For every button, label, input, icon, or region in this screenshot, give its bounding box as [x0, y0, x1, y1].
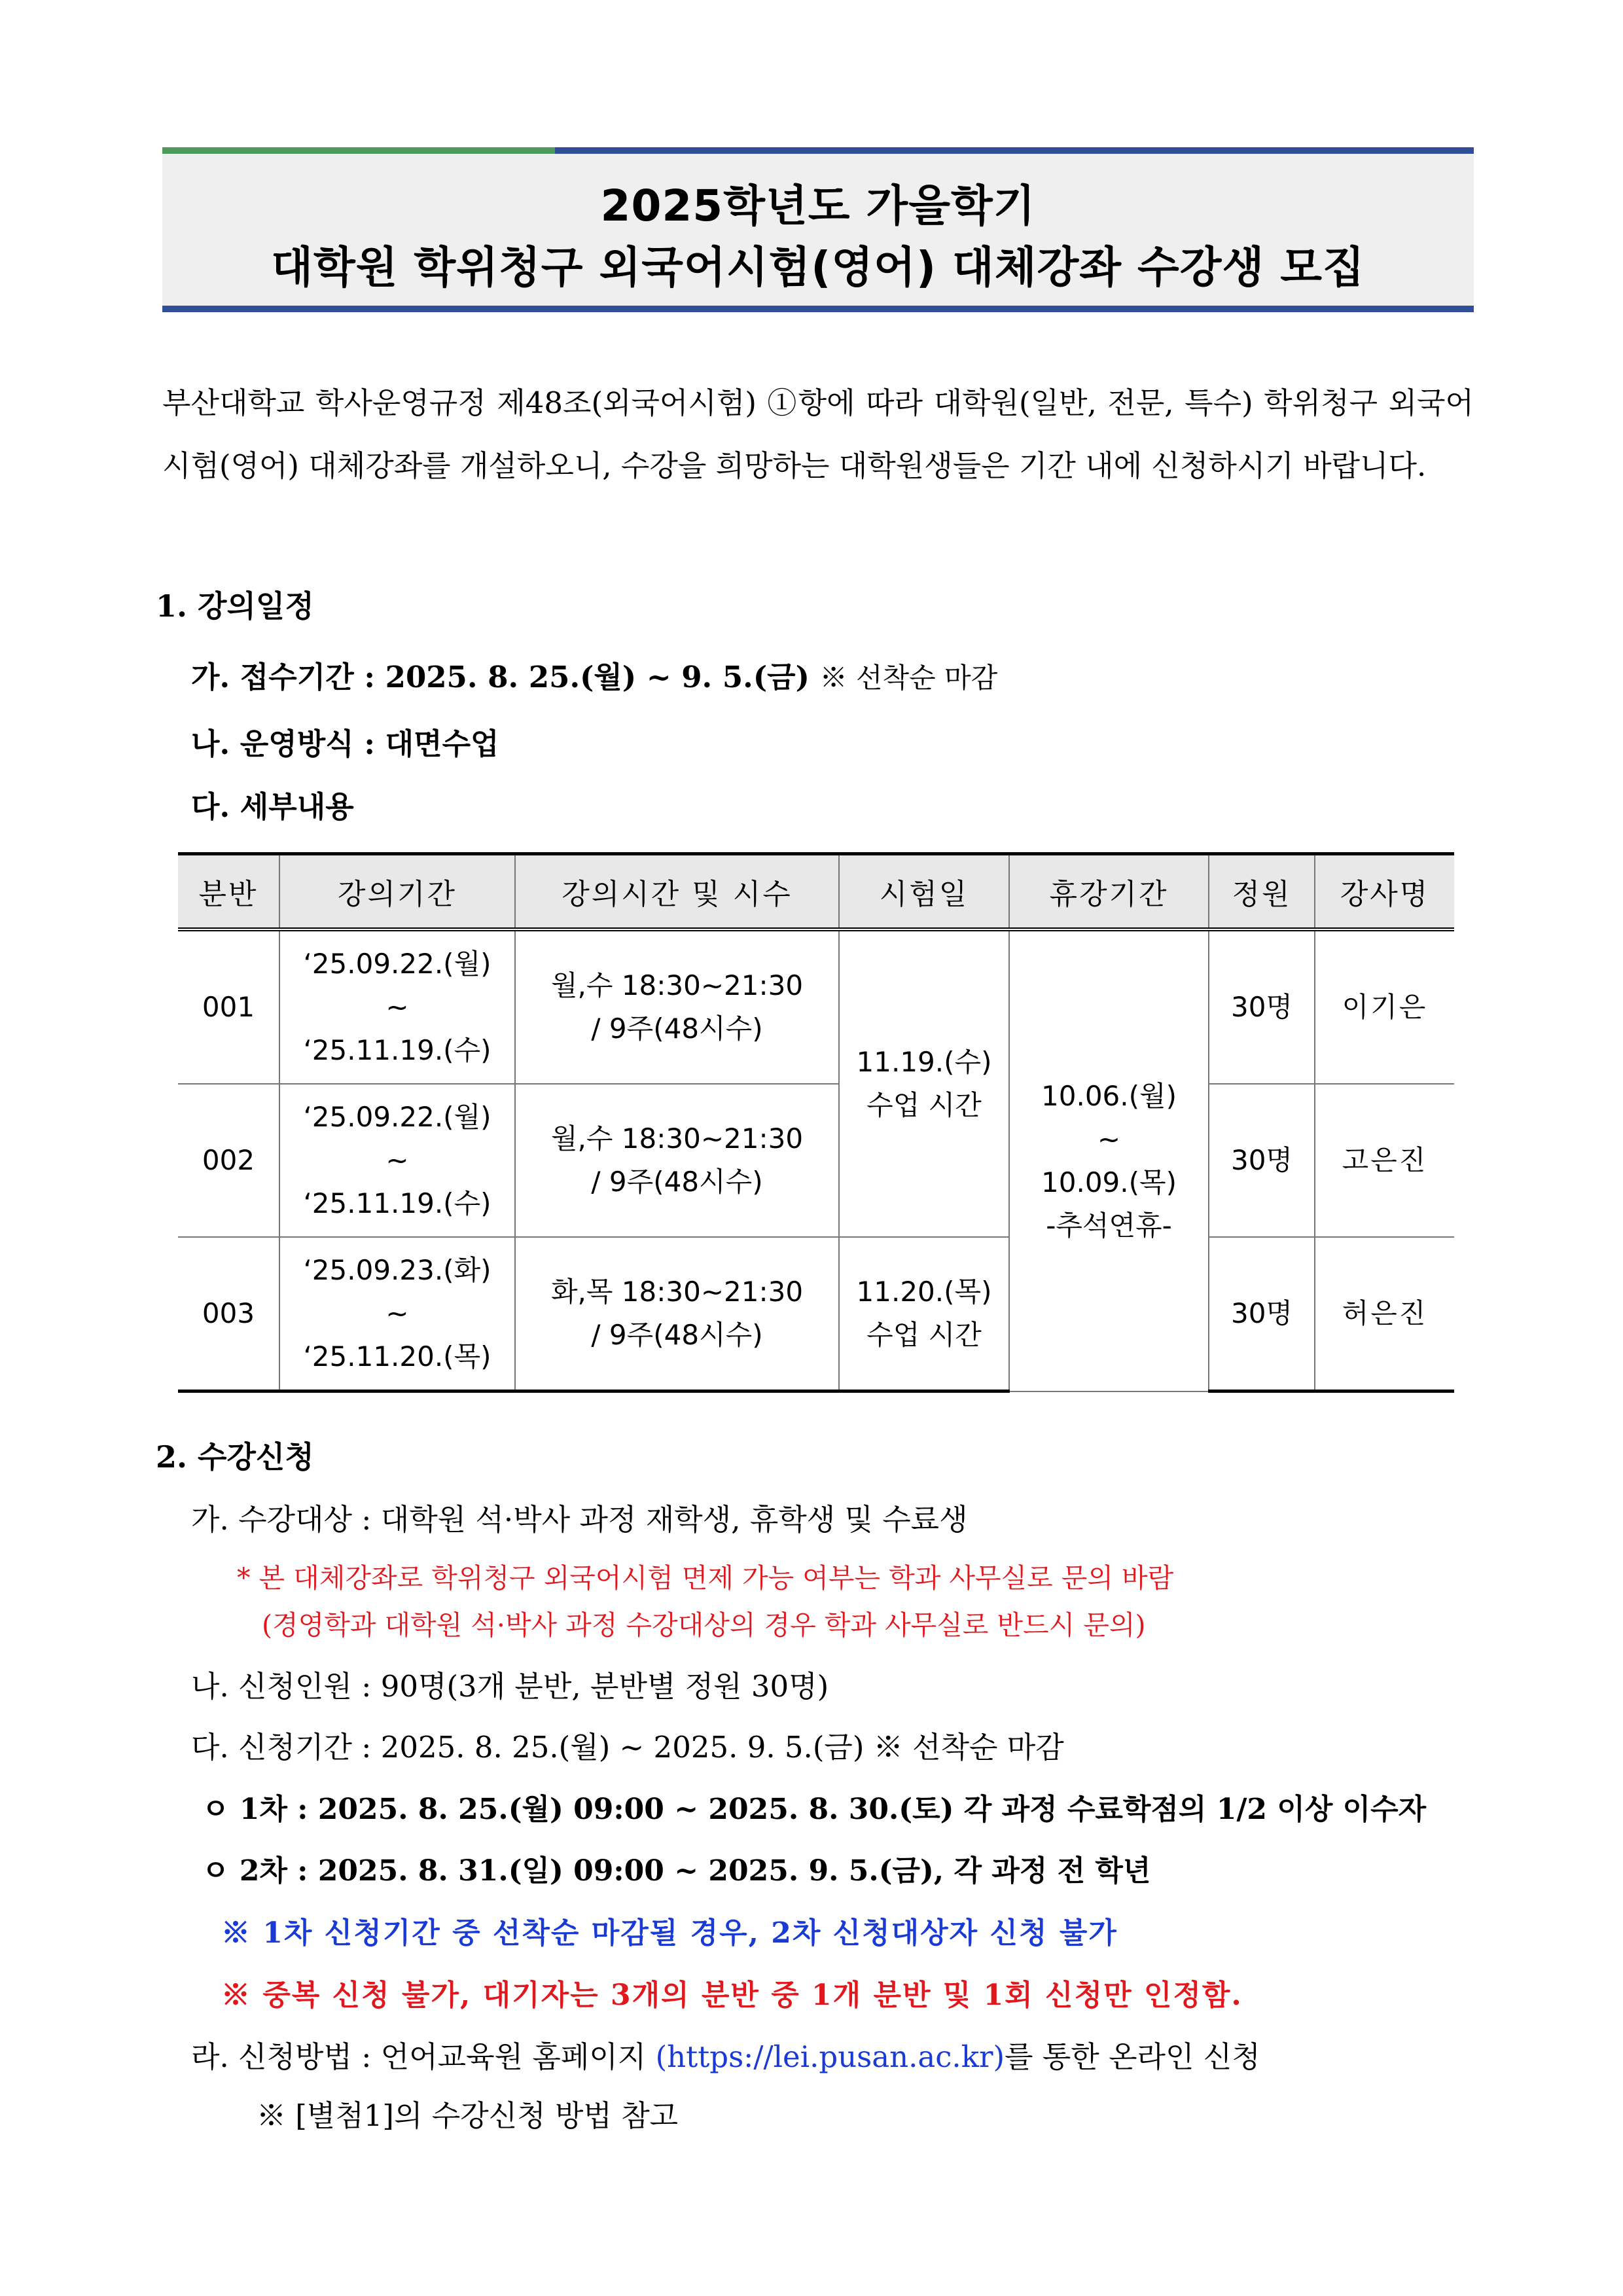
period-start: ‘25.09.22.(월): [303, 1101, 491, 1133]
application-capacity: 나. 신청인원 : 90명(3개 분반, 분반별 정원 30명): [191, 1669, 829, 1704]
break-end: 10.09.(목): [1041, 1166, 1177, 1198]
round-2: ㅇ 2차 : 2025. 8. 31.(일) 09:00 ~ 2025. 9. 5.(금), 각 과정 전 학년: [202, 1854, 1151, 1888]
application-period-note: ※ 선착순 마감: [819, 662, 998, 694]
time-slot: 월,수 18:30~21:30: [550, 969, 804, 1001]
title-banner: [162, 147, 1474, 312]
warning-2: ※ 중복 신청 불가, 대기자는 3개의 분반 중 1개 분반 및 1회 신청만 인정함.: [221, 1979, 1243, 2012]
homepage-link[interactable]: (https://lei.pusan.ac.kr): [655, 2039, 1005, 2074]
break-start: 10.06.(월): [1041, 1079, 1177, 1112]
details-label: 다. 세부내용: [191, 789, 354, 824]
section-number: 002: [178, 1084, 279, 1237]
period-end: ‘25.11.19.(수): [303, 1187, 491, 1219]
period-tilde: ~: [385, 991, 409, 1023]
warning-1: ※ 1차 신청기간 중 선착순 마감될 경우, 2차 신청대상자 신청 불가: [221, 1916, 1118, 1950]
table-row: [178, 929, 1454, 1084]
break-note: -추석연휴-: [1046, 1209, 1172, 1242]
lecture-period: [279, 1084, 515, 1237]
period-end: ‘25.11.19.(수): [303, 1034, 491, 1066]
capacity: 30명: [1209, 929, 1315, 1084]
table-row: [178, 1084, 1454, 1237]
header-capacity: 정원: [1209, 854, 1315, 930]
method-note: ※ [별첨1]의 수강신청 방법 참고: [257, 2098, 679, 2133]
time-hours: / 9주(48시수): [591, 1013, 763, 1045]
application-period: [191, 653, 997, 696]
period-start: ‘25.09.22.(월): [303, 948, 491, 980]
banner-bottom-bar: [162, 306, 1474, 312]
application-period-label: 가. 접수기간 : 2025. 8. 25.(월) ~ 9. 5.(금): [191, 660, 810, 694]
capacity: 30명: [1209, 1084, 1315, 1237]
lecture-period: [279, 929, 515, 1084]
exam-note: 수업 시간: [866, 1089, 982, 1121]
table-row: [178, 1237, 1454, 1391]
header-instructor: 강사명: [1315, 854, 1454, 930]
lecture-time: [515, 1084, 839, 1237]
exam-date-cell: [839, 1237, 1009, 1391]
header-section: 분반: [178, 854, 279, 930]
exam-note: 수업 시간: [866, 1319, 982, 1351]
break-period-cell: [1009, 929, 1209, 1391]
section-1-heading: 1. 강의일정: [156, 588, 314, 624]
target-note-1: * 본 대체강좌로 학위청구 외국어시험 면제 가능 여부는 학과 사무실로 문의 바람: [237, 1562, 1174, 1594]
method-suffix: 를 통한 온라인 신청: [1005, 2039, 1260, 2074]
instructor-name: 이기은: [1315, 929, 1454, 1084]
instructor-name: 허은진: [1315, 1237, 1454, 1391]
target-note-2: (경영학과 대학원 석·박사 과정 수강대상의 경우 학과 사무실로 반드시 문의): [262, 1609, 1146, 1641]
break-tilde: ~: [1097, 1122, 1121, 1155]
round-1: ㅇ 1차 : 2025. 8. 25.(월) 09:00 ~ 2025. 8. 30.(토) 각 과정 수료학점의 1/2 이상 이수자: [202, 1793, 1427, 1826]
time-slot: 화,목 18:30~21:30: [550, 1276, 804, 1308]
header-time: 강의시간 및 시수: [515, 854, 839, 930]
header-exam: 시험일: [839, 854, 1009, 930]
period-tilde: ~: [385, 1144, 409, 1176]
title-line-1: 2025학년도 가을학기: [600, 181, 1036, 231]
table-header-row: [178, 854, 1454, 930]
operation-method: 나. 운영방식 : 대면수업: [191, 726, 499, 761]
application-period-2: 다. 신청기간 : 2025. 8. 25.(월) ∼ 2025. 9. 5.(금) ※ 선착순 마감: [191, 1730, 1064, 1765]
method-prefix: 라. 신청방법 : 언어교육원 홈페이지: [191, 2039, 656, 2074]
lecture-time: [515, 929, 839, 1084]
section-2-heading: 2. 수강신청: [156, 1439, 314, 1475]
title-line-2: 대학원 학위청구 외국어시험(영어) 대체강좌 수강생 모집: [271, 242, 1365, 293]
instructor-name: 고은진: [1315, 1084, 1454, 1237]
intro-paragraph: 부산대학교 학사운영규정 제48조(외국어시험) ①항에 따라 대학원(일반, 전문, 특수) 학위청구 외국어시험(영어) 대체강좌를 개설하오니, 수강을 희망하는 대학원생들은 기간 내에 신청하시기 바랍니다.: [162, 386, 1474, 483]
period-end: ‘25.11.20.(목): [303, 1340, 491, 1372]
application-method: [191, 2033, 1260, 2075]
exam-date: 11.19.(수): [856, 1046, 992, 1078]
period-tilde: ~: [385, 1297, 409, 1329]
exam-date: 11.20.(목): [856, 1276, 992, 1308]
lecture-time: [515, 1237, 839, 1391]
section-number: 003: [178, 1237, 279, 1391]
schedule-table: [178, 852, 1454, 1393]
section-number: 001: [178, 929, 279, 1084]
banner-top-bar: [162, 147, 1474, 154]
time-slot: 월,수 18:30~21:30: [550, 1122, 804, 1155]
exam-date-cell: [839, 929, 1009, 1237]
capacity: 30명: [1209, 1237, 1315, 1391]
header-break: 휴강기간: [1009, 854, 1209, 930]
header-period: 강의기간: [279, 854, 515, 930]
lecture-period: [279, 1237, 515, 1391]
period-start: ‘25.09.23.(화): [303, 1254, 491, 1286]
time-hours: / 9주(48시수): [591, 1166, 763, 1198]
time-hours: / 9주(48시수): [591, 1319, 763, 1351]
course-target: 가. 수강대상 : 대학원 석·박사 과정 재학생, 휴학생 및 수료생: [191, 1502, 968, 1537]
